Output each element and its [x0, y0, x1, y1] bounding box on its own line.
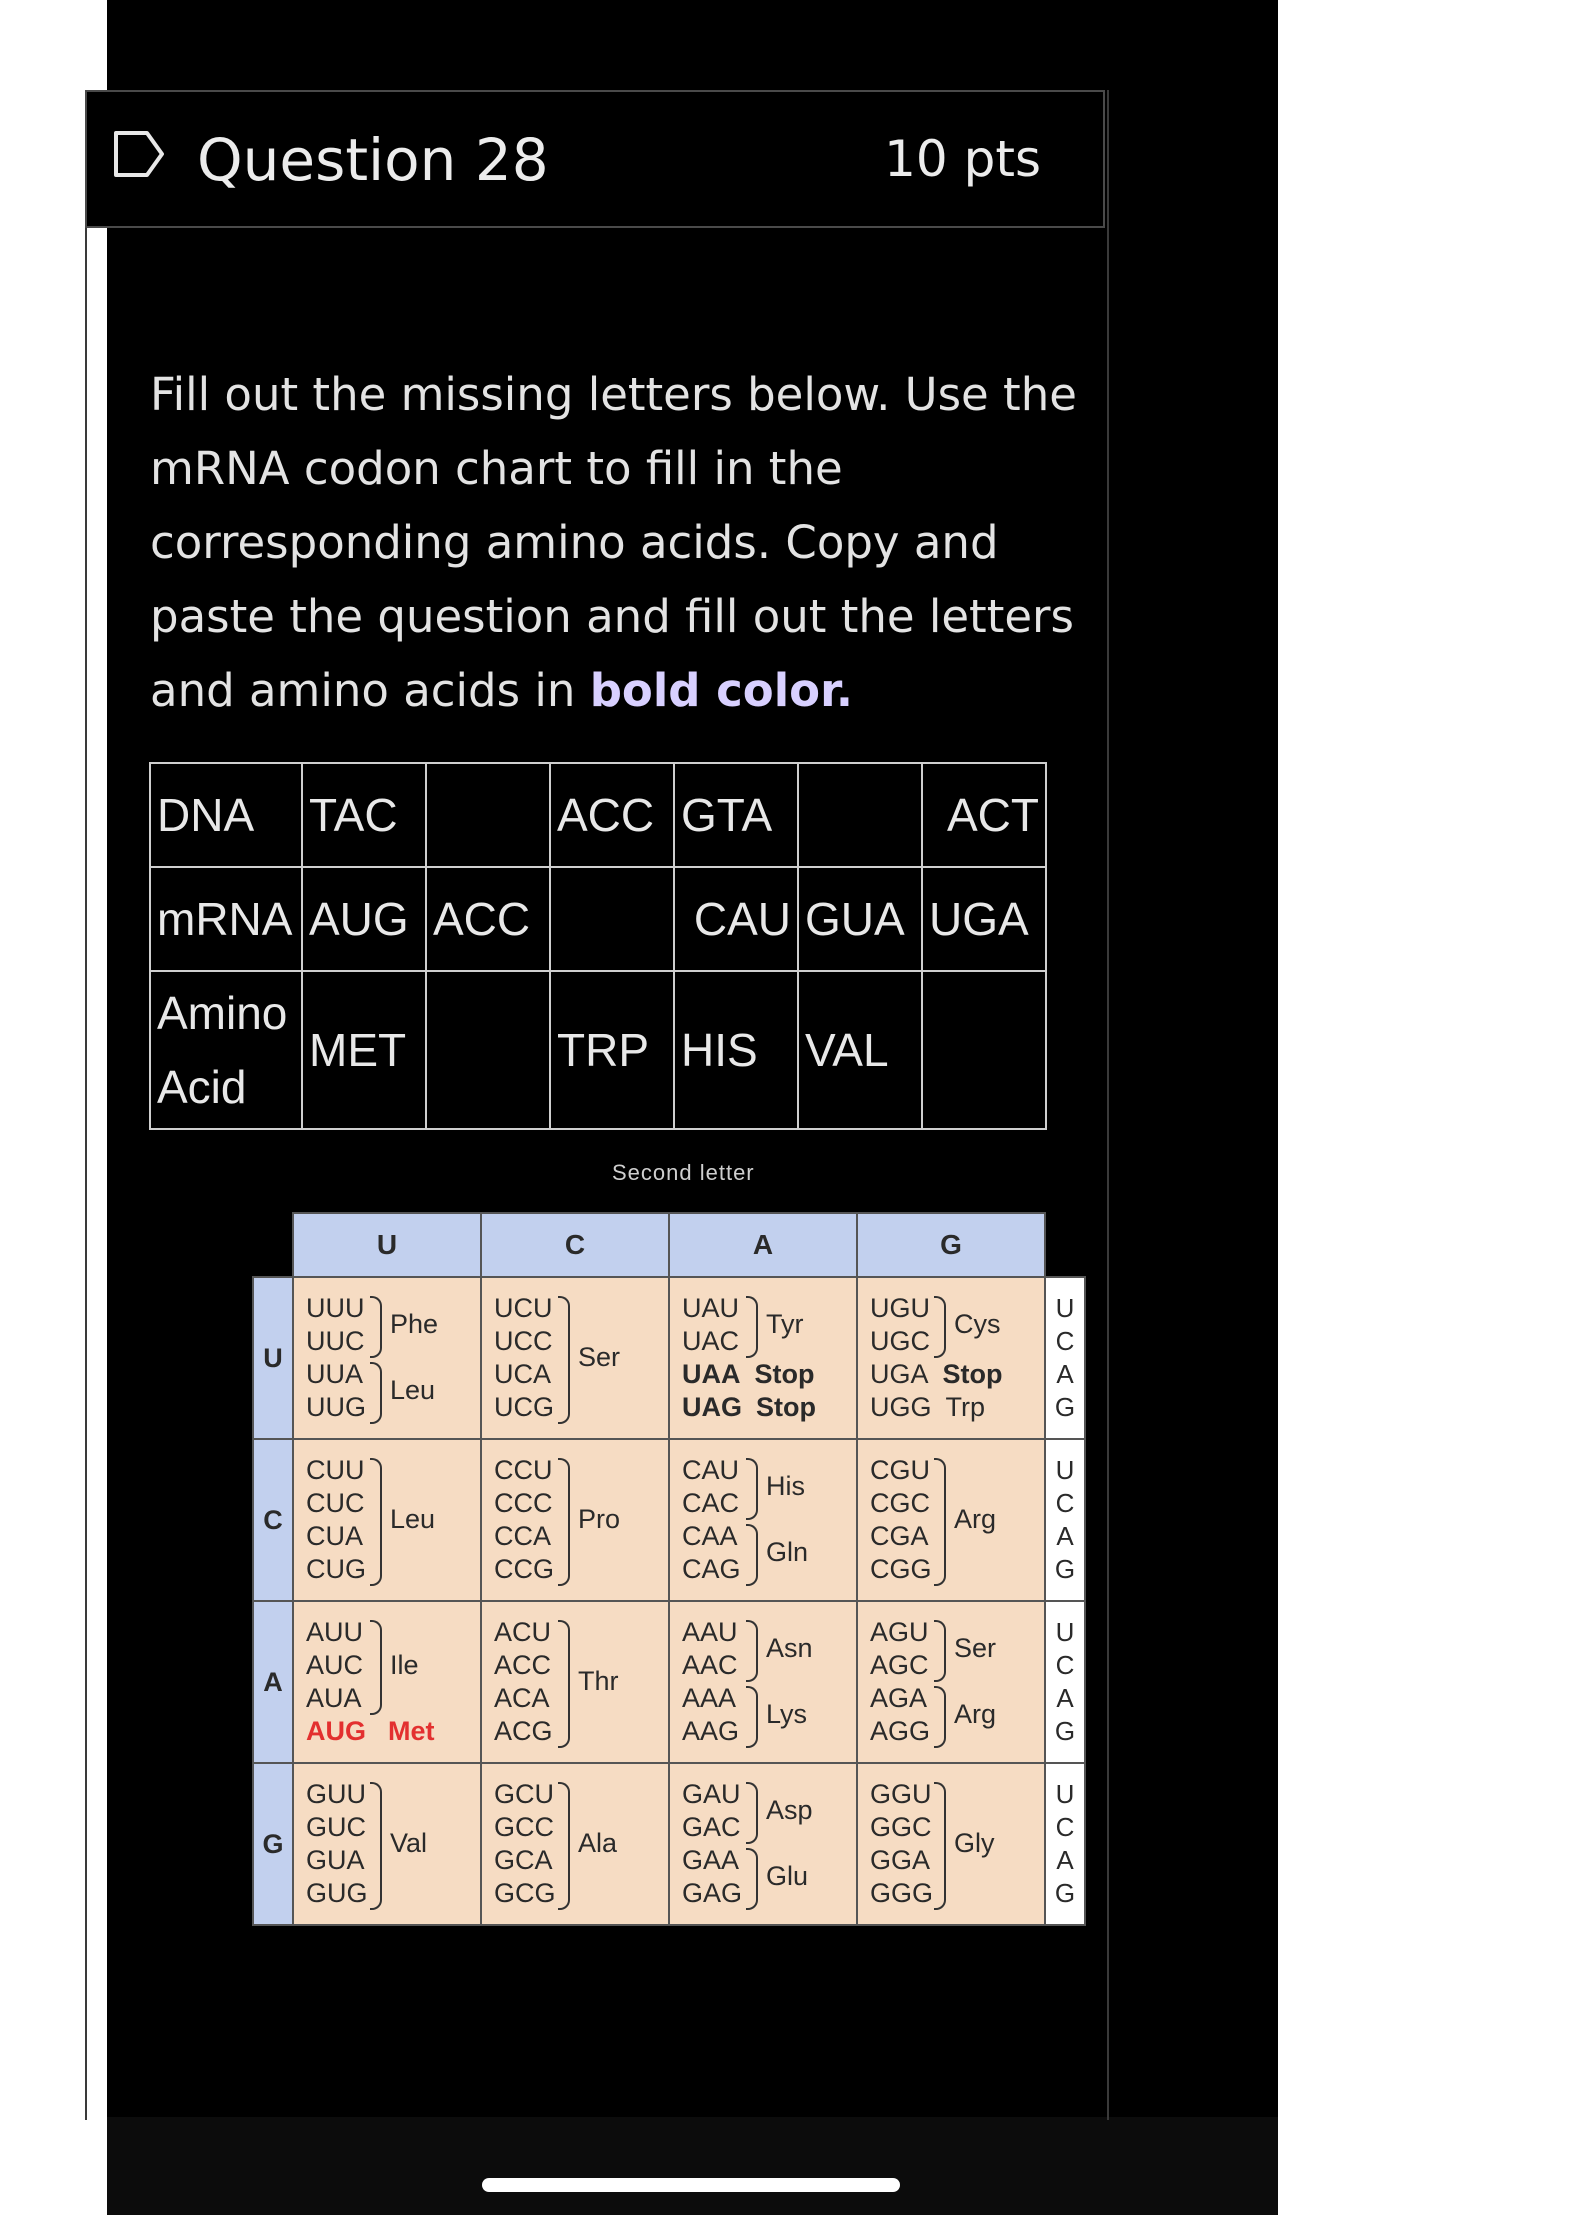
table-cell: AUG [302, 867, 426, 971]
amino-acid-label: Ile [390, 1649, 419, 1680]
codon: CCU [494, 1455, 553, 1485]
amino-acid-label: Thr [578, 1666, 619, 1696]
codon: UUC [306, 1326, 365, 1356]
codon: GAA [682, 1845, 740, 1875]
codon: CGC [870, 1488, 930, 1518]
codon: CAA [682, 1521, 738, 1551]
grouping-brace [746, 1848, 758, 1910]
grouping-brace [934, 1458, 946, 1586]
codon-cell [481, 1601, 669, 1763]
table-cell [426, 971, 550, 1129]
question-prompt [150, 358, 1080, 728]
codon-cell [857, 1277, 1045, 1439]
question-title: Question 28 [197, 126, 549, 194]
amino-acid-label: Ser [954, 1633, 997, 1663]
grouping-brace [934, 1782, 946, 1910]
third-letter: U [1055, 1455, 1075, 1485]
codon: CUG [306, 1554, 366, 1584]
codon: GUG [306, 1878, 368, 1908]
first-letter: A [253, 1601, 293, 1763]
codon: CAC [682, 1488, 740, 1518]
amino-acid-label: Lys [766, 1699, 808, 1729]
codon: GCU [494, 1779, 554, 1809]
amino-acid-label: His [766, 1471, 805, 1501]
table-cell [798, 763, 922, 867]
third-letter-column [1045, 1601, 1085, 1763]
third-letter: G [1054, 1716, 1076, 1746]
grouping-brace [370, 1296, 382, 1358]
chart-row [253, 1439, 1085, 1601]
amino-acid-label: Ala [578, 1828, 618, 1858]
table-cell: TRP [550, 971, 674, 1129]
codon: CGG [870, 1554, 932, 1584]
grouping-brace [370, 1782, 382, 1910]
amino-acid-label: Leu [390, 1504, 436, 1534]
codon: ACU [494, 1617, 552, 1647]
codon: UCA [494, 1359, 552, 1389]
codon: UAU [682, 1293, 740, 1323]
table-cell [426, 763, 550, 867]
grouping-brace [746, 1524, 758, 1586]
third-letter: C [1055, 1812, 1075, 1842]
codon: UCU [494, 1293, 553, 1323]
table-cell [550, 867, 674, 971]
stop-label: Stop [754, 1359, 815, 1389]
column-header: U [293, 1213, 481, 1277]
codon: UGU [870, 1293, 930, 1323]
codon: GUU [306, 1779, 366, 1809]
codon: AGC [870, 1650, 929, 1680]
codon: AGU [870, 1617, 929, 1647]
third-letter-column [1045, 1763, 1085, 1925]
amino-acid-label: Cys [954, 1309, 1001, 1339]
codon: GUA [306, 1845, 365, 1875]
codon: GGU [870, 1779, 932, 1809]
third-letter: C [1055, 1326, 1075, 1356]
chart-row [253, 1763, 1085, 1925]
amino-acid-label: Asn [766, 1633, 813, 1663]
prompt-text: Fill out the missing letters below. Use the mRNA codon chart to fill in the corresponding amino acids. Copy and paste the question and fill out the letters and amino acids in [150, 368, 1077, 717]
codon-chart-figure [252, 1160, 1152, 1940]
table-cell: ACT [922, 763, 1046, 867]
first-letter: G [253, 1763, 293, 1925]
amino-acid-label: Phe [390, 1309, 439, 1339]
amino-acid-label: Glu [766, 1861, 809, 1891]
prompt-emphasis: bold color. [589, 664, 853, 717]
third-letter-column [1045, 1277, 1085, 1439]
table-cell: VAL [798, 971, 922, 1129]
chart-corner [1045, 1213, 1085, 1277]
grouping-brace [746, 1458, 758, 1520]
grouping-brace [934, 1686, 946, 1748]
codon: UCC [494, 1326, 553, 1356]
codon: CAU [682, 1455, 740, 1485]
amino-acid-label: Leu [390, 1375, 436, 1405]
codon: GGG [870, 1878, 934, 1908]
codon: CUA [306, 1521, 364, 1551]
codon-cell [293, 1277, 481, 1439]
codon: AGG [870, 1716, 931, 1746]
amino-acid-label: Arg [954, 1699, 997, 1729]
codon: ACA [494, 1683, 550, 1713]
codon: AUU [306, 1617, 364, 1647]
codon: CCA [494, 1521, 552, 1551]
third-letter: G [1054, 1392, 1076, 1422]
amino-acid-label: Gln [766, 1537, 809, 1567]
third-letter: C [1055, 1650, 1075, 1680]
codon-cell [857, 1763, 1045, 1925]
codon: GAC [682, 1812, 741, 1842]
grouping-brace [558, 1620, 570, 1748]
codon: AAU [682, 1617, 738, 1647]
grouping-brace [370, 1620, 382, 1715]
codon-cell [669, 1277, 857, 1439]
answer-table [149, 762, 1047, 1130]
codon: UAC [682, 1326, 740, 1356]
codon-cell [481, 1763, 669, 1925]
codon: AUG Met [306, 1716, 435, 1746]
codon-cell [293, 1601, 481, 1763]
codon-cell [857, 1439, 1045, 1601]
chart-corner [253, 1213, 293, 1277]
codon: UAG Stop [682, 1392, 816, 1422]
codon: GCG [494, 1878, 556, 1908]
start-amino-acid: Met [388, 1716, 435, 1746]
table-cell: HIS [674, 971, 798, 1129]
codon-cell [293, 1763, 481, 1925]
table-cell: ACC [550, 763, 674, 867]
third-letter: G [1054, 1878, 1076, 1908]
codon: UGA Stop [870, 1359, 1003, 1389]
grouping-brace [558, 1458, 570, 1586]
third-letter: C [1055, 1488, 1075, 1518]
codon: CCG [494, 1554, 554, 1584]
grouping-brace [558, 1782, 570, 1910]
codon: UGC [870, 1326, 930, 1356]
codon: GGA [870, 1845, 931, 1875]
third-letter: U [1055, 1617, 1075, 1647]
third-letter: U [1055, 1293, 1075, 1323]
table-cell: UGA [922, 867, 1046, 971]
codon-cell [669, 1439, 857, 1601]
first-letter: U [253, 1277, 293, 1439]
codon: AUC [306, 1650, 364, 1680]
codon-cell [669, 1763, 857, 1925]
codon: CGU [870, 1455, 930, 1485]
codon: AAA [682, 1683, 737, 1713]
stop-label: Stop [756, 1392, 816, 1422]
third-letter: A [1056, 1359, 1074, 1389]
third-letter: A [1056, 1521, 1074, 1551]
codon: GUC [306, 1812, 366, 1842]
column-header: G [857, 1213, 1045, 1277]
codon: UUU [306, 1293, 365, 1323]
amino-acid-label: Stop [942, 1359, 1003, 1389]
third-letter: G [1054, 1554, 1076, 1584]
codon: CCC [494, 1488, 553, 1518]
grouping-brace [370, 1458, 382, 1586]
row-label: Amino Acid [150, 971, 302, 1129]
third-letter: A [1056, 1683, 1074, 1713]
codon: ACG [494, 1716, 553, 1746]
chart-row [253, 1601, 1085, 1763]
column-header: A [669, 1213, 857, 1277]
codon-cell [669, 1601, 857, 1763]
table-row-amino-acid [150, 971, 1046, 1129]
codon: GCC [494, 1812, 554, 1842]
chart-row [253, 1277, 1085, 1439]
amino-acid-label: Tyr [766, 1309, 804, 1339]
table-cell: GUA [798, 867, 922, 971]
amino-acid-label: Gly [954, 1828, 995, 1858]
grouping-brace [370, 1362, 382, 1424]
grouping-brace [746, 1782, 758, 1844]
codon: CUC [306, 1488, 365, 1518]
table-row-mrna [150, 867, 1046, 971]
chart-caption: Second letter [612, 1160, 755, 1185]
codon-cell [481, 1439, 669, 1601]
table-cell: CAU [674, 867, 798, 971]
first-letter: C [253, 1439, 293, 1601]
grouping-brace [934, 1296, 946, 1358]
table-cell: MET [302, 971, 426, 1129]
amino-acid-label: Ser [578, 1342, 621, 1372]
grouping-brace [746, 1686, 758, 1748]
column-header: C [481, 1213, 669, 1277]
codon: UAA Stop [682, 1359, 815, 1389]
row-label: mRNA [150, 867, 302, 971]
table-cell: TAC [302, 763, 426, 867]
question-points: 10 pts [884, 130, 1041, 188]
third-letter: A [1056, 1845, 1074, 1875]
codon: UGG Trp [870, 1392, 986, 1422]
codon: GAU [682, 1779, 741, 1809]
codon: CGA [870, 1521, 929, 1551]
codon: UUG [306, 1392, 366, 1422]
row-label: DNA [150, 763, 302, 867]
table-row-dna [150, 763, 1046, 867]
codon: GAG [682, 1878, 743, 1908]
codon-cell [857, 1601, 1045, 1763]
codon: UCG [494, 1392, 554, 1422]
table-cell [922, 971, 1046, 1129]
codon: ACC [494, 1650, 552, 1680]
codon-chart [252, 1212, 1086, 1926]
codon: GGC [870, 1812, 932, 1842]
codon: AUA [306, 1683, 362, 1713]
home-indicator[interactable] [482, 2178, 900, 2192]
codon-chart-body [253, 1277, 1085, 1925]
third-letter-column [1045, 1439, 1085, 1601]
codon: AGA [870, 1683, 928, 1713]
table-cell: GTA [674, 763, 798, 867]
codon: UUA [306, 1359, 364, 1389]
codon: CUU [306, 1455, 365, 1485]
third-letter: U [1055, 1779, 1075, 1809]
question-header [85, 90, 1105, 228]
codon: AAC [682, 1650, 738, 1680]
grouping-brace [934, 1620, 946, 1682]
codon: GCA [494, 1845, 553, 1875]
codon: CAG [682, 1554, 741, 1584]
amino-acid-label: Pro [578, 1504, 621, 1534]
bottom-strip [107, 2117, 1278, 2215]
flag-question-icon[interactable] [113, 130, 165, 178]
grouping-brace [558, 1296, 570, 1424]
codon-cell [481, 1277, 669, 1439]
grouping-brace [746, 1620, 758, 1682]
amino-acid-label: Asp [766, 1795, 813, 1825]
codon-cell [293, 1439, 481, 1601]
amino-acid-label: Val [390, 1828, 428, 1858]
table-cell: ACC [426, 867, 550, 971]
amino-acid-label: Arg [954, 1504, 997, 1534]
amino-acid-label: Trp [945, 1392, 986, 1422]
codon: AAG [682, 1716, 740, 1746]
grouping-brace [746, 1296, 758, 1358]
